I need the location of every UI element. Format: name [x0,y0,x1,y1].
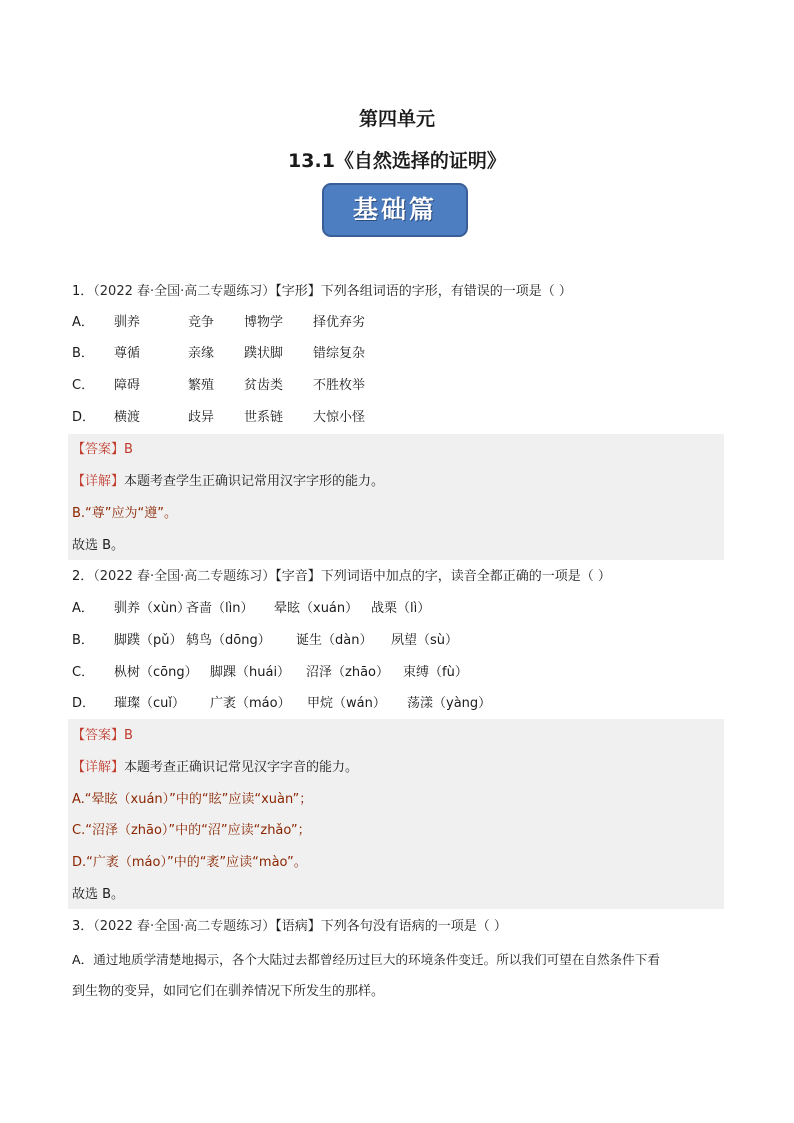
q2-option-d [72,694,491,714]
question-tag: 【字音】 [275,569,321,584]
answer-value: B [124,442,133,457]
q2-option-a [72,599,430,619]
q2-option-c [72,663,468,683]
question-text: 下列各句没有语病的一项是（ ） [320,919,507,934]
option-word: 枞树（cōng） [114,665,198,680]
question-tag: 【字形】 [275,284,321,299]
option-word: 吝啬（lìn） [186,601,254,616]
question-text: 下列各组词语的字形，有错误的一项是（ ） [320,284,572,299]
option-word: 沼泽（zhāo） [306,665,389,680]
option-word: 战栗（lì） [371,601,431,616]
option-word: 错综复杂 [313,346,366,361]
option-word: 尊循 [114,346,141,361]
question-source: （2022 春·全国·高二专题练习） [93,919,276,934]
q3-option-a-line2: 到生物的变异，如同它们在驯养情况下所发生的那样。 [72,984,385,999]
option-word: 驯养（xùn） [114,601,191,616]
question-1-stem [72,282,572,302]
option-word: 贫齿类 [244,378,284,393]
q1-explanation-line: B.“尊”应为“遵”。 [72,506,177,521]
q1-detail [72,472,384,492]
option-word: 甲烷（wán） [307,696,386,711]
q2-explanation-line-a: A.“晕眩（xuán）”中的“眩”应读“xuàn”； [72,792,313,807]
option-word: 束缚（fù） [403,665,468,680]
option-letter: B． [72,633,94,648]
option-word: 横渡 [114,410,141,425]
option-word: 鸫鸟（dōng） [186,633,271,648]
q1-conclusion: 故选 B。 [72,538,125,553]
question-tag: 【语病】 [275,919,321,934]
option-word: 世系链 [244,410,284,425]
option-word: 广袤（máo） [210,696,291,711]
q2-answer-block [68,719,724,909]
question-number: 3． [72,919,94,934]
question-number: 1． [72,284,94,299]
option-word: 晕眩（xuán） [274,601,359,616]
unit-title: 第四单元 [358,108,435,130]
question-number: 2． [72,569,94,584]
option-word: 歧异 [188,410,215,425]
option-word: 障碍 [114,378,141,393]
q2-conclusion: 故选 B。 [72,887,125,902]
option-word: 不胜枚举 [313,378,366,393]
question-3-stem [72,917,507,937]
option-word: 璀璨（cuǐ） [114,696,185,711]
q2-explanation-line-d: D.“广袤（máo）”中的“袤”应读“mào”。 [72,855,307,870]
detail-text: 本题考查学生正确识记常用汉字字形的能力。 [124,474,385,489]
option-word: 脚蹼（pǔ） [114,633,183,648]
option-letter: C． [72,378,95,393]
q3-option-a-line1: A．通过地质学清楚地揭示，各个大陆过去都曾经历过巨大的环境条件变迁。所以我们可望在自然条件下看 [72,952,660,967]
answer-label: 【答案】 [72,442,125,457]
option-letter: D． [72,696,96,711]
detail-label: 【详解】 [72,474,125,489]
option-word: 大惊小怪 [313,410,366,425]
option-word: 驯养 [114,315,141,330]
detail-text: 本题考查正确识记常见汉字字音的能力。 [124,760,359,775]
option-letter: B． [72,346,94,361]
option-word: 夙望（sù） [391,633,459,648]
lesson-title: 13.1《自然选择的证明》 [288,150,506,172]
question-source: （2022 春·全国·高二专题练习） [93,284,276,299]
q2-explanation-line-c: C.“沼泽（zhāo）”中的“沼”应读“zhǎo”； [72,823,311,838]
option-letter: A． [72,315,94,330]
q1-option-b [72,344,365,364]
q2-answer [72,726,133,746]
question-text: 下列词语中加点的字，读音全都正确的一项是（ ） [320,569,611,584]
q2-detail [72,758,358,778]
option-word: 繁殖 [188,378,215,393]
option-letter: C． [72,665,95,680]
option-word: 蹼状脚 [244,346,284,361]
option-letter: D． [72,410,96,425]
option-word: 亲缘 [188,346,215,361]
q1-option-a [72,313,365,333]
detail-label: 【详解】 [72,760,125,775]
q1-answer [72,440,133,460]
question-source: （2022 春·全国·高二专题练习） [93,569,276,584]
option-word: 脚踝（huái） [210,665,291,680]
option-word: 竞争 [188,315,215,330]
question-2-stem [72,567,611,587]
option-letter: A． [72,601,94,616]
option-word: 诞生（dàn） [296,633,373,648]
option-word: 博物学 [244,315,284,330]
option-word: 择优弃劣 [313,315,366,330]
option-word: 荡漾（yàng） [407,696,492,711]
q1-option-c [72,376,365,396]
q2-option-b [72,631,458,651]
q1-option-d [72,408,365,428]
answer-label: 【答案】 [72,728,125,743]
answer-value: B [124,728,133,743]
basic-section-banner: 基础篇 [322,183,468,237]
q1-answer-block [68,434,724,560]
